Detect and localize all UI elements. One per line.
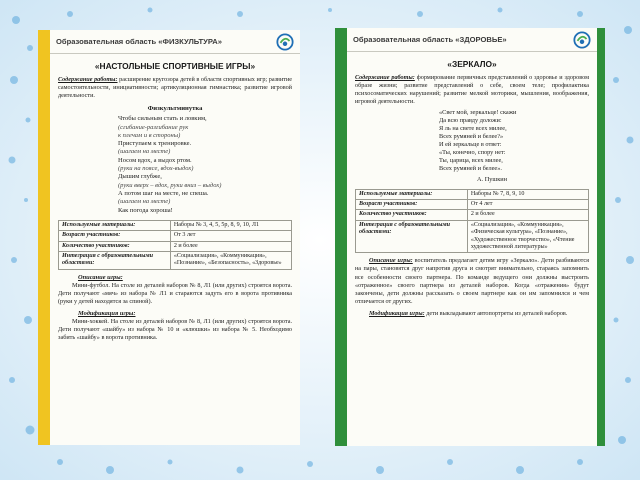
right-desc-paragraph — [347, 257, 597, 306]
table-value-cell: От 4 лет — [467, 199, 588, 209]
right-info-table — [355, 189, 589, 254]
left-header-label: Образовательная область «ФИЗКУЛЬТУРА» — [56, 37, 222, 46]
poem-line: (руки на поясе, вдох-выдох) — [118, 165, 194, 173]
right-page-header — [347, 28, 597, 52]
poem-line: Дышим глубже, — [118, 173, 162, 181]
right-header-label: Образовательная область «ЗДОРОВЬЕ» — [353, 35, 507, 44]
publisher-logo-icon — [573, 31, 591, 49]
right-mod-paragraph — [347, 310, 597, 318]
right-desc-head: Описание игры: — [369, 257, 413, 265]
poem-line: Да всю правду доложи: — [439, 117, 502, 125]
table-key-cell: Интеграция с образовательными областями: — [59, 252, 171, 270]
table-key-cell: Используемые материалы: — [59, 220, 171, 230]
table-value-cell: «Социализация», «Коммуникация», «Физическая культура», «Познание», «Художественное творчество», «Чтение художественной литературы» — [467, 220, 588, 253]
right-mod-text: дети выкладывают автопортреты из деталей наборов. — [426, 309, 568, 317]
left-option-head: Описание игры: — [78, 273, 123, 281]
right-page-accent-stripe — [597, 28, 605, 446]
table-row — [356, 210, 589, 220]
poem-line: (сгибание-разгибание рук — [118, 123, 189, 131]
left-option-text: Мини-футбол. На столе из деталей наборов № 8, Л1 (или других) строятся ворота. Дети получают «мяч» из набора № Л1 и стараются задуть его в ворота противника (руки у детей находятся за спиной). — [58, 281, 292, 306]
poem-line: А потом шаг на месте, не спеша. — [118, 189, 209, 197]
right-poem — [347, 109, 597, 172]
table-row — [59, 231, 292, 241]
left-content-text: расширение кругозора детей в области спортивных игр; развитие самостоятельности, инициативности; артикуляционная гимнастика; развитие игровой деятельности. — [58, 76, 293, 100]
poem-line: Всех румяней и белее». — [439, 164, 502, 172]
right-page — [335, 28, 597, 446]
publisher-logo-icon — [276, 33, 294, 51]
poem-line: Как погода хороша! — [118, 206, 173, 214]
right-content-label: Содержание работы: — [355, 74, 415, 81]
table-key-cell: Количество участников: — [356, 210, 468, 220]
left-content-paragraph — [50, 76, 300, 100]
left-page-header — [50, 30, 300, 54]
table-value-cell: Наборы № 7, 8, 9, 10 — [467, 189, 588, 199]
left-content-label: Содержание работы: — [58, 76, 118, 83]
table-key-cell: Возраст участников: — [59, 231, 171, 241]
table-value-cell: «Социализация», «Коммуникация», «Познание», «Безопасность», «Здоровье» — [170, 252, 291, 270]
poem-line: И ей зеркальце в ответ: — [439, 141, 502, 148]
table-key-cell: Возраст участников: — [356, 199, 468, 209]
poem-line: Ты, царица, всех милее, — [439, 156, 503, 164]
poem-line: (шагаем на месте) — [118, 198, 171, 206]
poem-author: А. Пушкин — [477, 175, 508, 183]
right-desc-text: воспитатель предлагает детям игру «Зеркало». Дети разбиваются на пары, становятся друг напротив друга и смотрят внимательно, стараясь запомнить все особенности своего партнера. По команде ведущего они должны выстроить «отраженное» своего партнера из деталей наборов. Когда «отражения» будут закончены, дети должны рассказать о своем партнере как он им запомнился и чем отличается от других. — [355, 257, 590, 305]
right-content-paragraph — [347, 74, 597, 106]
poem-line: к плечам и в стороны) — [118, 131, 181, 139]
table-row — [59, 220, 292, 230]
right-page-title: «ЗЕРКАЛО» — [447, 59, 497, 69]
left-page-title: «НАСТОЛЬНЫЕ СПОРТИВНЫЕ ИГРЫ» — [94, 61, 256, 71]
poem-line: (руки вверх – вдох, руки вниз – выдох) — [118, 181, 222, 189]
table-key-cell: Интеграция с образовательными областями: — [356, 220, 468, 253]
left-info-table — [58, 220, 292, 270]
left-mod-text: Мини-хоккей. На столе из деталей наборов № 8, Л1 (или других) строятся ворота. Дети получают «шайбу» из набора № 10 и «клюшки» из набора № 5. Необходимо забить «шайбу» в ворота противника. — [58, 318, 292, 342]
table-value-cell: 2 и более — [170, 241, 291, 251]
table-row — [59, 241, 292, 251]
poem-line: Чтобы сильным стать и ловким, — [118, 115, 207, 123]
poem-line: Приступаем к тренировке. — [118, 140, 192, 148]
poem-line: (шагаем на месте) — [118, 148, 171, 156]
table-key-cell: Количество участников: — [59, 241, 171, 251]
minute-title: Физкультминутка — [147, 105, 203, 113]
poem-line: Всех румяней и белее?» — [439, 133, 504, 141]
left-poem — [50, 115, 300, 215]
table-row — [59, 252, 292, 270]
table-key-cell: Используемые материалы: — [356, 189, 468, 199]
table-row — [356, 189, 589, 199]
right-mod-head: Модификация игры: — [369, 309, 425, 317]
poem-line: Носом вдох, а выдох ртом. — [118, 156, 192, 164]
poem-line: «Ты, конечно, спору нет: — [439, 148, 506, 156]
left-mod-head: Модификация игры: — [78, 310, 136, 318]
table-value-cell: 2 и более — [467, 210, 588, 220]
table-row — [356, 220, 589, 253]
table-value-cell: Наборы № 3, 4, 5, 5р, 8, 9, 10, Л1 — [170, 220, 291, 230]
right-content-text: формирование первичных представлений о здоровье и здоровом образе жизни; развитие представлений о себе, своем теле; профилактика психосоматических нарушений; развитие мелкой моторики, мышления, воображения, игровой деятельности. — [355, 74, 589, 106]
poem-line: Я ль на свете всех милее, — [439, 125, 507, 133]
table-value-cell: От 3 лет — [170, 231, 291, 241]
left-page — [38, 30, 300, 445]
table-row — [356, 199, 589, 209]
poem-line: «Свет мой, зеркальце! скажи — [439, 109, 517, 117]
